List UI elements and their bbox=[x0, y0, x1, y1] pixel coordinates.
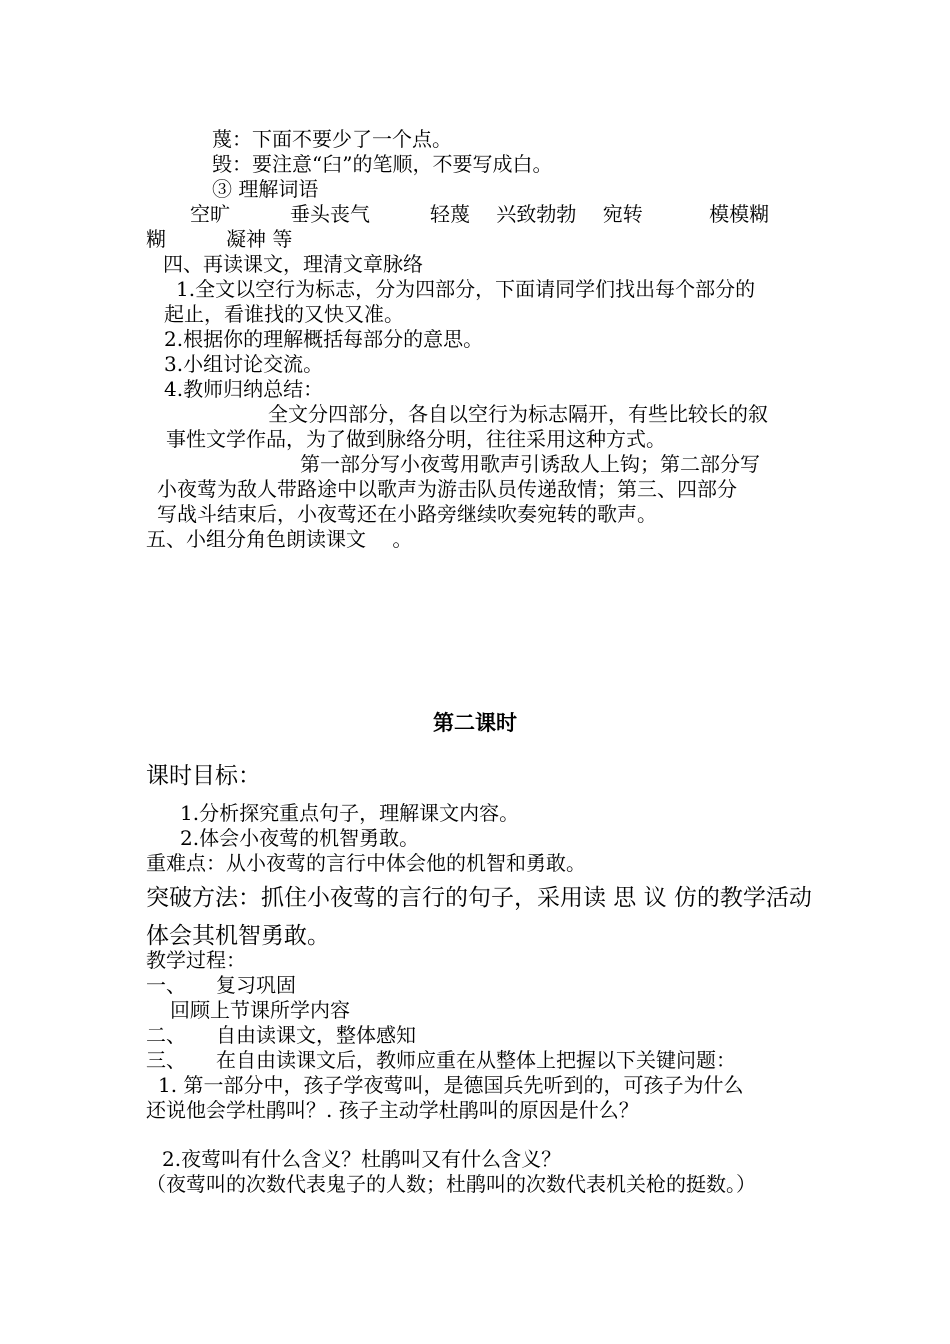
section-heading: 四、再读课文，理清文章脉络 bbox=[163, 252, 423, 276]
text-line: 教学过程： bbox=[146, 948, 246, 972]
text-line: 三、 在自由读课文后，教师应重在从整体上把握以下关键问题： bbox=[146, 1048, 736, 1072]
text-line: 1.全文以空行为标志，分为四部分，下面请同学们找出每个部分的 bbox=[176, 277, 756, 301]
text-line: 重难点：从小夜莺的言行中体会他的机智和勇敢。 bbox=[146, 851, 586, 875]
text-line: 二、 自由读课文，整体感知 bbox=[146, 1023, 416, 1047]
section-heading: 五、小组分角色朗读课文 。 bbox=[146, 527, 413, 551]
text-line: ③ 理解词语 bbox=[212, 177, 319, 201]
text-line: 3.小组讨论交流。 bbox=[164, 352, 324, 376]
text-line: 全文分四部分，各自以空行为标志隔开，有些比较长的叙 bbox=[268, 402, 768, 426]
text-line: 体会其机智勇敢。 bbox=[146, 923, 330, 949]
text-line: 起止，看谁找的又快又准。 bbox=[164, 302, 404, 326]
text-line: 事性文学作品，为了做到脉络分明，往往采用这种方式。 bbox=[166, 427, 666, 451]
text-line: 2.体会小夜莺的机智勇敢。 bbox=[180, 826, 420, 850]
text-line: 1.分析探究重点句子，理解课文内容。 bbox=[180, 801, 520, 825]
objectives-heading: 课时目标： bbox=[146, 763, 261, 789]
text-line: 蔑：下面不要少了一个点。 bbox=[212, 127, 452, 151]
text-line: 一、 复习巩固 bbox=[146, 973, 296, 997]
text-line: 第一部分写小夜莺用歌声引诱敌人上钩；第二部分写 bbox=[300, 452, 760, 476]
text-line: 2.根据你的理解概括每部分的意思。 bbox=[164, 327, 484, 351]
text-line: 4.教师归纳总结： bbox=[164, 377, 324, 401]
text-line: 2.夜莺叫有什么含义？杜鹃叫又有什么含义？ bbox=[162, 1147, 562, 1171]
text-line: 毁：要注意“臼”的笔顺，不要写成白。 bbox=[212, 152, 553, 176]
text-line: 糊 凝神 等 bbox=[146, 227, 293, 251]
text-line: 写战斗结束后，小夜莺还在小路旁继续吹奏宛转的歌声。 bbox=[157, 502, 657, 526]
text-line: 突破方法：抓住小夜莺的言行的句子，采用读 思 议 仿的教学活动 bbox=[146, 885, 812, 911]
text-line: 回顾上节课所学内容 bbox=[170, 998, 350, 1022]
text-line: 还说他会学杜鹃叫？. 孩子主动学杜鹃叫的原因是什么？ bbox=[146, 1098, 639, 1122]
section-title: 第二课时 bbox=[433, 710, 517, 735]
text-line: 小夜莺为敌人带路途中以歌声为游击队员传递敌情；第三、四部分 bbox=[157, 477, 737, 501]
text-line: 1. 第一部分中，孩子学夜莺叫，是德国兵先听到的，可孩子为什么 bbox=[158, 1073, 744, 1097]
text-line: （夜莺叫的次数代表鬼子的人数；杜鹃叫的次数代表机关枪的挺数。） bbox=[146, 1172, 756, 1196]
text-line: 空旷 垂头丧气 轻蔑 兴致勃勃 宛转 模模糊 bbox=[190, 202, 770, 226]
